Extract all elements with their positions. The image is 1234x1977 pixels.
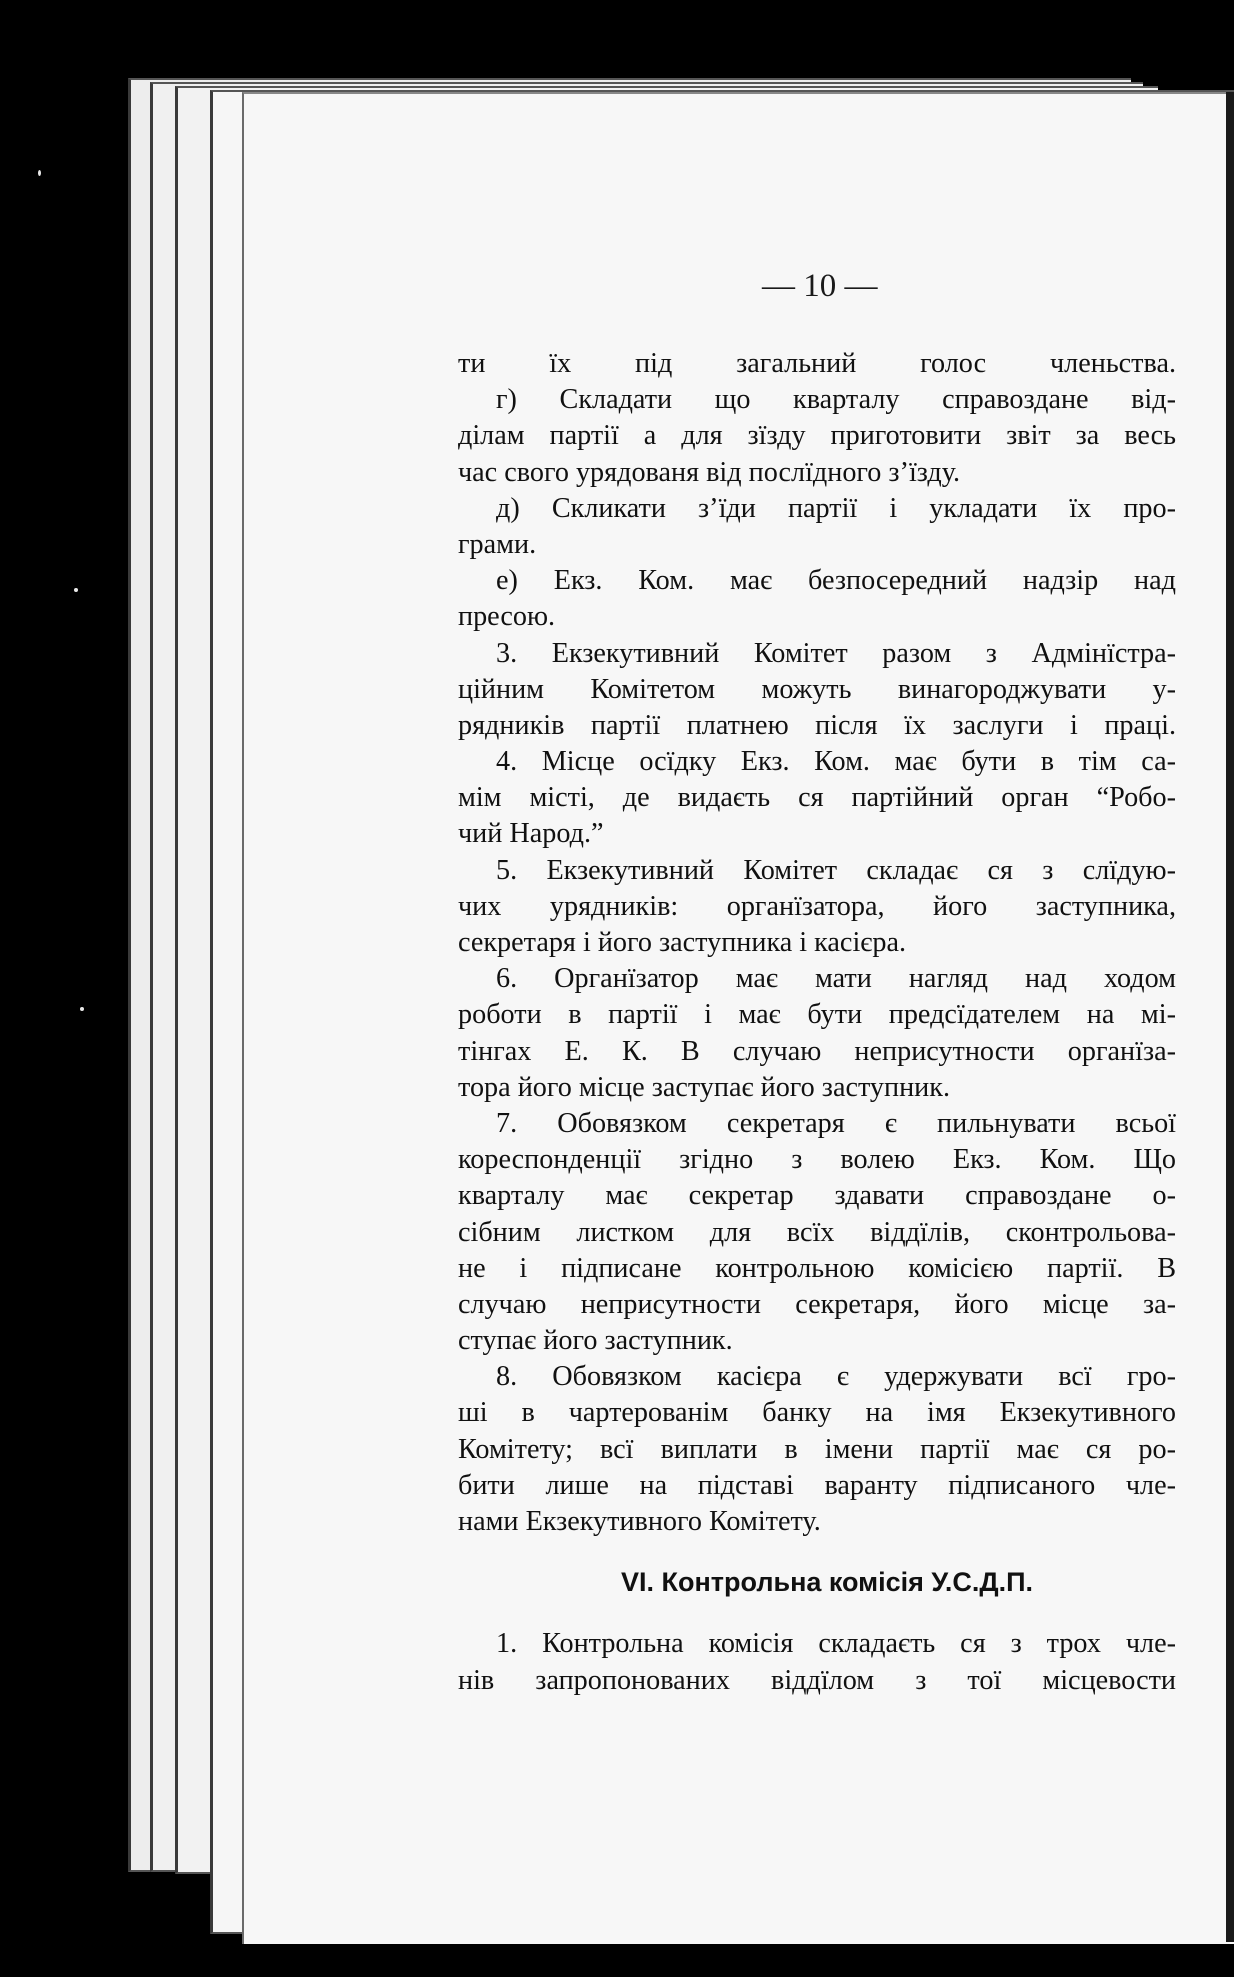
text-line: 5. Екзекутивний Комітет складає ся з слїдую- (496, 854, 1176, 886)
dust-speck (80, 1007, 84, 1011)
page-number: — 10 — (762, 268, 878, 304)
text-line: кварталу має секретар здавати справоздане о- (458, 1180, 1176, 1212)
dust-speck (38, 170, 41, 176)
page-edge-shadow (1226, 92, 1234, 1942)
text-line: нів запропонованих віддїлом з тої місцевости (458, 1664, 1176, 1696)
text-line: 8. Обовязком касієра є удержувати всї гро- (496, 1361, 1176, 1393)
text-line: 3. Екзекутивний Комітет разом з Адмінїстра- (496, 637, 1176, 669)
text-line: нами Екзекутивного Комітету. (458, 1506, 821, 1537)
text-line: роботи в партії і має бути предсїдателем на мі- (458, 999, 1176, 1031)
text-line: 1. Контрольна комісія складаєть ся з трох чле- (496, 1628, 1176, 1660)
text-line: час свого урядованя від послїдного з’їзду. (458, 456, 961, 488)
text-line: Комітету; всї виплати в імени партії має ся ро- (458, 1433, 1176, 1465)
text-line: д) Скликати з’їди партії і укладати їх про- (496, 492, 1176, 524)
section-heading: VI. Контрольна комісія У.С.Д.П. (620, 1567, 1033, 1598)
text-line: мім місті, де видаєть ся партійний орган “Робо- (458, 782, 1176, 814)
dust-speck (74, 588, 78, 592)
text-line: тора його місце заступає його заступник. (458, 1071, 951, 1103)
text-line: тінгах Е. К. В случаю неприсутности органїза- (458, 1035, 1176, 1067)
text-line: рядників партії платнею після їх заслуги і праці. (458, 709, 1176, 741)
text-line: ційним Комітетом можуть винагороджувати у- (458, 673, 1176, 705)
text-line: ділам партії а для зїзду приготовити звіт за весь (458, 420, 1176, 452)
text-line: секретаря і його заступника і касієра. (458, 927, 907, 958)
text-line: 7. Обовязком секретаря є пильнувати всьої (496, 1107, 1176, 1139)
text-line: бити лише на підставі варанту підписаного чле- (458, 1469, 1176, 1501)
paragraph-gap (458, 1600, 1176, 1626)
text-line: ші в чартерованім банку на імя Екзекутивного (458, 1397, 1176, 1429)
text-line: 6. Органїзатор має мати нагляд над ходом (496, 963, 1176, 995)
text-line: случаю неприсутности секретаря, його місце за- (458, 1288, 1176, 1320)
text-line: кореспонденції згідно з волею Екз. Ком. Що (458, 1144, 1176, 1176)
text-line: не і підписане контрольною комісією партії. В (458, 1252, 1176, 1284)
text-line: грами. (458, 528, 537, 560)
text-line: г) Складати що кварталу справоздане від- (496, 384, 1176, 416)
text-line: пресою. (458, 601, 556, 633)
text-line: 4. Місце осїдку Екз. Ком. має бути в тім са- (496, 746, 1176, 778)
body-text (458, 346, 1176, 1699)
text-line: е) Екз. Ком. має безпосередний надзір над (496, 565, 1176, 597)
text-line: чий Народ.” (458, 818, 604, 850)
paragraph-gap (458, 1540, 1176, 1564)
text-line: чих урядників: органїзатора, його заступника, (458, 890, 1176, 922)
text-line: ти їх під загальний голос членьства. (458, 348, 1176, 379)
text-line: ступає його заступник. (458, 1325, 733, 1357)
text-line: сібним листком для всїх віддїлів, сконтрольова- (458, 1216, 1176, 1248)
